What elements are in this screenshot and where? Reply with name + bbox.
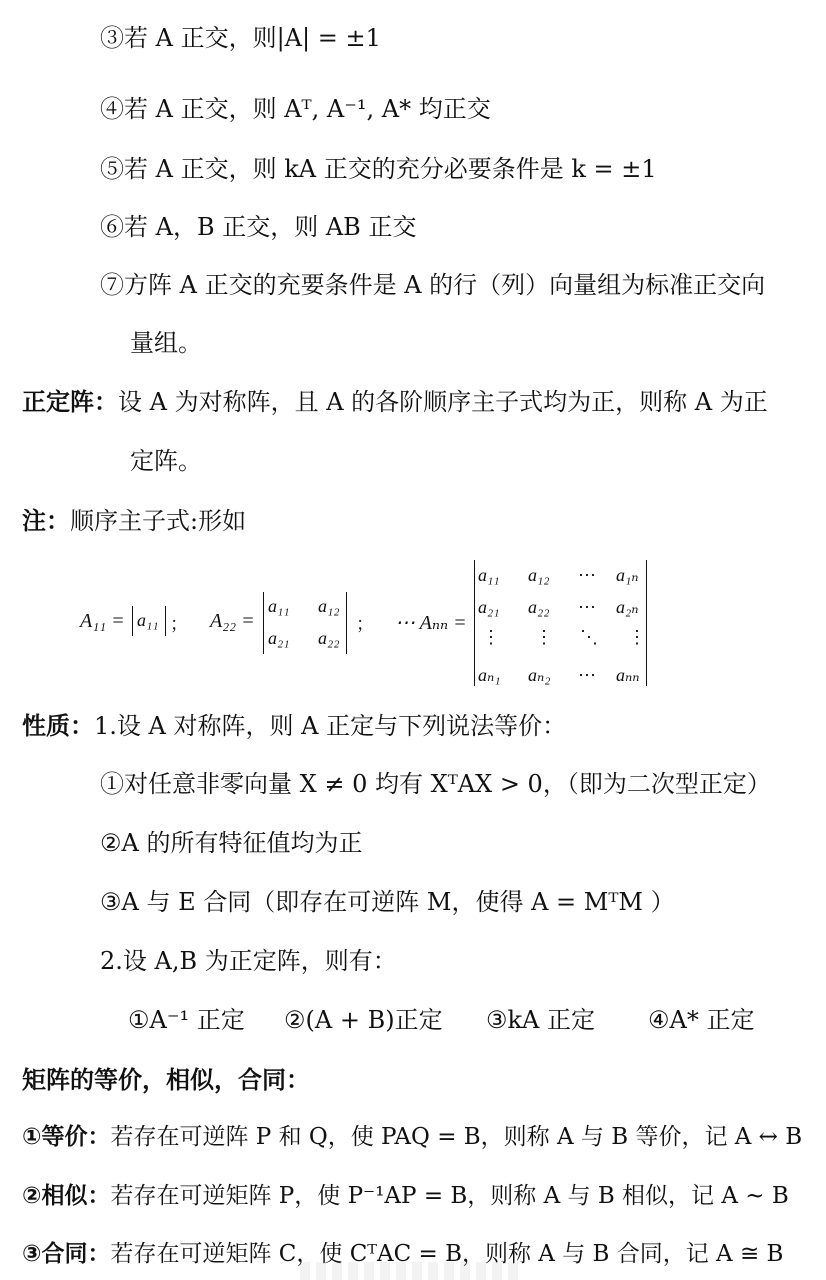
- m2-cell: a₂₂: [318, 628, 340, 648]
- equivalence-line: [22, 1121, 802, 1153]
- section-title: 矩阵的等价，相似，合同：: [22, 1066, 310, 1094]
- det-bar-right: [165, 606, 166, 636]
- orthogonal-property-7-line1: ⑦方阵 A 正交的充要条件是 A 的行（列）向量组为标准正交向: [100, 271, 766, 299]
- m2-cell: a₁₂: [318, 596, 340, 616]
- positive-definite-definition: [22, 386, 768, 418]
- property-2-item-b: ②(A + B)正定: [284, 1006, 443, 1034]
- mn-cell: aₙₙ: [616, 665, 640, 685]
- det-bar-left: [263, 592, 264, 654]
- similarity-label: ②相似：: [22, 1183, 111, 1209]
- a11-lhs: A₁₁ =: [80, 610, 125, 632]
- mn-cell: a₂ₙ: [616, 597, 639, 617]
- mn-cell: a₁ₙ: [616, 565, 639, 585]
- mn-cell: ⋱: [580, 627, 598, 647]
- orthogonal-property-7-line2: 量组。: [130, 329, 202, 357]
- mn-cell: ⋯: [578, 597, 596, 617]
- mn-cell: a₁₂: [528, 565, 550, 585]
- orthogonal-property-5: ⑤若 A 正交，则 kA 正交的充分必要条件是 k = ±1: [100, 155, 657, 183]
- mn-cell: aₙ₂: [528, 665, 551, 685]
- property-2-item-c: ③kA 正定: [486, 1006, 596, 1034]
- mn-cell: ⋮: [628, 627, 646, 647]
- similarity-line: [22, 1180, 789, 1212]
- det-bar-left: [132, 606, 133, 636]
- congruence-text: 若存在可逆矩阵 C，使 CᵀAC = B，则称 A 与 B 合同，记 A ≅ B: [110, 1241, 784, 1267]
- m2-cell: a₂₁: [268, 628, 290, 648]
- positive-definite-label: 正定阵：: [22, 388, 118, 416]
- ann-lhs: ⋯ Aₙₙ =: [395, 612, 467, 634]
- orthogonal-property-6: ⑥若 A，B 正交，则 AB 正交: [100, 213, 417, 241]
- a11-cell: a₁₁: [137, 610, 159, 630]
- property-1-item-3: ③A 与 E 合同（即存在可逆阵 M，使得 A = MᵀM ）: [100, 888, 675, 916]
- properties-label: 性质：: [22, 712, 94, 740]
- note-label: 注：: [22, 507, 70, 535]
- property-1-item-2: ②A 的所有特征值均为正: [100, 829, 363, 857]
- orthogonal-property-4: ④若 A 正交，则 Aᵀ, A⁻¹, A* 均正交: [100, 95, 491, 123]
- properties-line: [22, 710, 566, 742]
- det-bar-left: [474, 560, 475, 686]
- det-bar-right: [346, 592, 347, 654]
- equivalence-text: 若存在可逆阵 P 和 Q，使 PAQ = B，则称 A 与 B 等价，记 A ↔ B: [110, 1124, 803, 1150]
- positive-definite-text-line1: 设 A 为对称阵，且 A 的各阶顺序主子式均为正，则称 A 为正: [118, 388, 768, 416]
- mn-cell: ⋯: [578, 665, 596, 685]
- m2-cell: a₁₁: [268, 596, 290, 616]
- property-2-item-d: ④A* 正定: [648, 1006, 755, 1034]
- mn-cell: ⋮: [482, 627, 500, 647]
- similarity-text: 若存在可逆矩阵 P，使 P⁻¹AP = B，则称 A 与 B 相似，记 A ~ B: [110, 1183, 789, 1209]
- separator-2: ；: [356, 614, 374, 634]
- mn-cell: aₙ₁: [478, 665, 501, 685]
- congruence-label: ③合同：: [22, 1241, 111, 1267]
- note-line: [22, 505, 246, 537]
- property-2: 2.设 A,B 为正定阵，则有：: [100, 947, 397, 975]
- positive-definite-text-line2: 定阵。: [130, 447, 202, 475]
- mn-cell: ⋮: [535, 627, 553, 647]
- equivalence-label: ①等价：: [22, 1124, 111, 1150]
- watermark: [300, 1262, 520, 1280]
- property-2-item-a: ①A⁻¹ 正定: [128, 1006, 245, 1034]
- property-1-item-1: ①对任意非零向量 X ≠ 0 均有 XᵀAX > 0，（即为二次型正定）: [100, 770, 771, 798]
- a22-lhs: A₂₂ =: [210, 610, 255, 632]
- separator-1: ；: [170, 614, 188, 634]
- note-text: 顺序主子式:形如: [70, 507, 247, 535]
- mn-cell: ⋯: [578, 565, 596, 585]
- mn-cell: a₁₁: [478, 565, 500, 585]
- mn-cell: a₂₁: [478, 597, 500, 617]
- mn-cell: a₂₂: [528, 597, 550, 617]
- orthogonal-property-3: ③若 A 正交，则|A| = ±1: [100, 24, 381, 52]
- property-1: 1.设 A 对称阵，则 A 正定与下列说法等价：: [94, 712, 567, 740]
- det-bar-right: [646, 560, 647, 686]
